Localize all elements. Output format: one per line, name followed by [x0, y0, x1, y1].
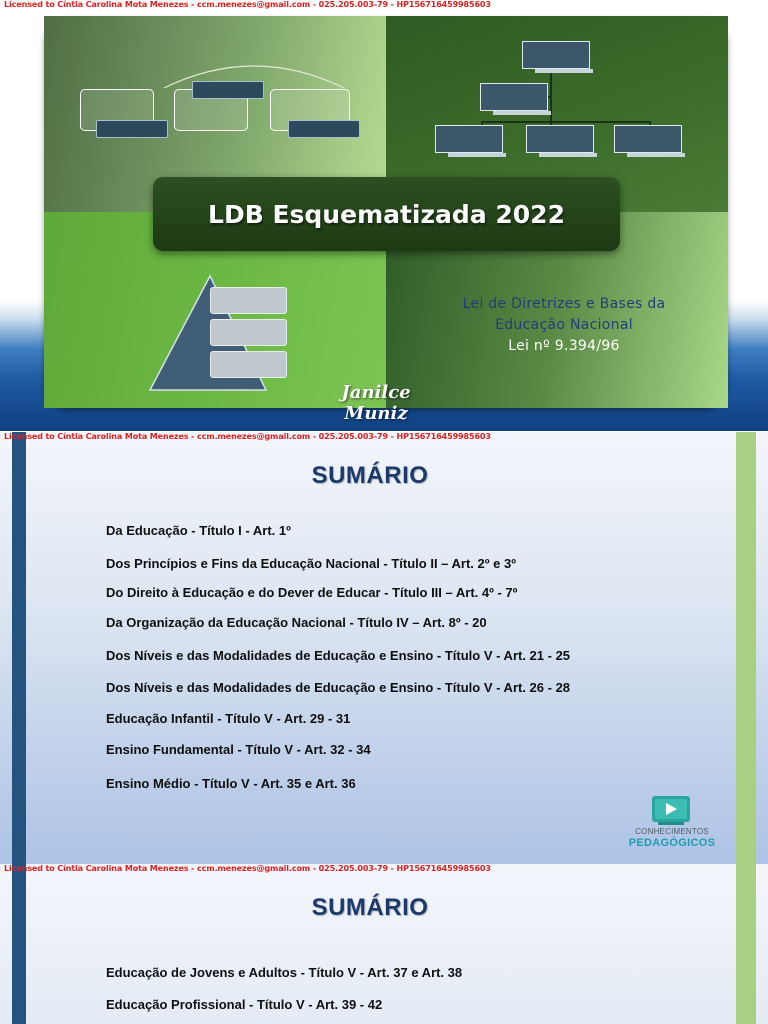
- summary-item: Dos Princípios e Fins da Educação Nacional - Título II – Art. 2º e 3º: [106, 556, 516, 571]
- org-box-bottom-3: [614, 125, 682, 153]
- summary-slide-2: [0, 864, 768, 1024]
- license-notice: Licensed to Cíntia Carolina Mota Menezes - ccm.menezes@gmail.com - 025.205.003-79 - HP156716459985603: [4, 864, 491, 873]
- org-box-mid: [480, 83, 548, 111]
- summary-item: Da Educação - Título I - Art. 1º: [106, 523, 291, 538]
- pyramid-step-2: [210, 319, 287, 346]
- summary-item: Ensino Fundamental - Título V - Art. 32 - 34: [106, 742, 371, 757]
- play-book-icon: [652, 796, 690, 826]
- cycle-tag-3: [288, 120, 360, 138]
- cover-subtitle-line2: Educação Nacional: [495, 317, 633, 333]
- summary-title: SUMÁRIO: [311, 894, 429, 921]
- org-line-branch: [481, 121, 651, 123]
- summary-item: Educação de Jovens e Adultos - Título V - Art. 37 e Art. 38: [106, 965, 463, 980]
- pyramid-step-1: [210, 287, 287, 314]
- org-box-bottom-2: [526, 125, 594, 153]
- pyramid-step-3: [210, 351, 287, 378]
- summary-title: SUMÁRIO: [311, 462, 429, 489]
- org-box-bottom-1: [435, 125, 503, 153]
- cover-subtitle-line3: Lei nº 9.394/96: [508, 338, 620, 354]
- cover-title: LDB Esquematizada 2022: [208, 199, 565, 229]
- summary-item: Dos Níveis e das Modalidades de Educação e Ensino - Título V - Art. 21 - 25: [106, 648, 571, 663]
- cover-card: [44, 16, 728, 424]
- summary-item: Educação Profissional - Título V - Art. 39 - 42: [106, 997, 383, 1012]
- license-notice: Licensed to Cíntia Carolina Mota Menezes - ccm.menezes@gmail.com - 025.205.003-79 - HP156716459985603: [4, 432, 491, 441]
- cover-subtitle: [414, 294, 714, 357]
- left-accent-band: [12, 864, 26, 1024]
- publisher-logo: [628, 794, 716, 856]
- summary-item: Da Organização da Educação Nacional - Título IV – Art. 8º - 20: [106, 615, 487, 630]
- cycle-tag-1: [96, 120, 168, 138]
- logo-text-line2: PEDAGÓGICOS: [628, 837, 716, 849]
- cycle-tag-2: [192, 81, 264, 99]
- license-notice: Licensed to Cíntia Carolina Mota Menezes - ccm.menezes@gmail.com - 025.205.003-79 - HP156716459985603: [4, 0, 491, 9]
- right-accent-band: [736, 432, 756, 864]
- summary-item: Educação Infantil - Título V - Art. 29 - 31: [106, 711, 351, 726]
- summary-item: Dos Níveis e das Modalidades de Educação e Ensino - Título V - Art. 26 - 28: [106, 680, 571, 695]
- summary-item: Do Direito à Educação e do Dever de Educar - Título III – Art. 4º - 7º: [106, 585, 518, 600]
- cover-title-bar: [153, 177, 620, 251]
- cover-subtitle-line1: Lei de Diretrizes e Bases da: [462, 296, 666, 312]
- org-box-top: [522, 41, 590, 69]
- cover-slide: [0, 0, 768, 431]
- left-accent-band: [12, 432, 26, 864]
- cover-author: Janilce Muniz: [341, 382, 411, 424]
- logo-text-line1: CONHECIMENTOS: [635, 827, 709, 836]
- right-accent-band: [736, 864, 756, 1024]
- summary-item: Ensino Médio - Título V - Art. 35 e Art. 36: [106, 776, 356, 791]
